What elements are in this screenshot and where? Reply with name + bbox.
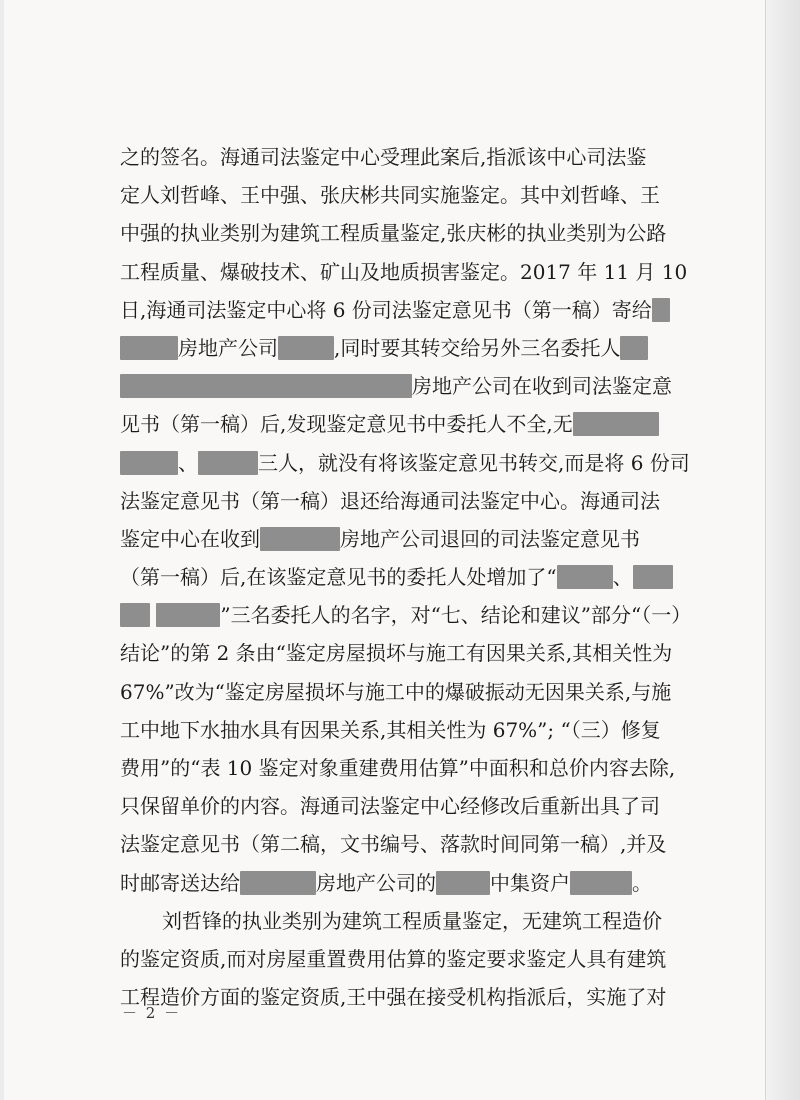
text-line (120, 711, 700, 749)
redaction-block (652, 298, 670, 322)
redaction-block (120, 603, 150, 627)
text-segment: 定人刘哲峰、王中强、张庆彬共同实施鉴定。其中刘哲峰、王 (120, 183, 660, 208)
text-segment: 时邮寄送达给 (120, 870, 240, 895)
text-segment: 三人，就没有将该鉴定意见书转交,而是将 6 份司 (258, 450, 690, 475)
text-line (120, 558, 700, 596)
text-segment: 见书（第一稿）后,发现鉴定意见书中委托人不全,无 (120, 412, 573, 437)
text-segment: 日,海通司法鉴定中心将 6 份司法鉴定意见书（第一稿）寄给 (120, 297, 652, 322)
text-segment: 刘哲锋的执业类别为建筑工程质量鉴定，无建筑工程造价 (162, 908, 662, 933)
text-segment: 的鉴定资质,而对房屋重置费用估算的鉴定要求鉴定人具有建筑 (120, 946, 667, 971)
text-segment: 房地产公司在收到司法鉴定意 (412, 374, 672, 399)
text-segment: ”三名委托人的名字，对“七、结论和建议”部分“（一） (220, 603, 692, 628)
text-line (120, 940, 700, 978)
text-segment: 工程质量、爆破技术、矿山及地质损害鉴定。2017 年 11 月 10 (120, 259, 688, 284)
text-line (120, 787, 700, 825)
body-text (120, 138, 700, 1016)
text-line (120, 978, 700, 1016)
redaction-block (620, 336, 648, 360)
text-segment: 只保留单价的内容。海通司法鉴定中心经修改后重新出具了司 (120, 794, 660, 819)
text-segment: 房地产公司 (178, 335, 278, 360)
text-line (120, 405, 700, 443)
text-line (120, 482, 700, 520)
text-line (120, 444, 700, 482)
redaction-block (240, 871, 316, 895)
text-segment: 中集资户 (490, 870, 570, 895)
text-line (120, 214, 700, 252)
text-line (120, 520, 700, 558)
text-line (120, 176, 700, 214)
text-segment: 结论”的第 2 条由“鉴定房屋损坏与施工有因果关系,其相关性为 (120, 641, 673, 666)
scan-edge-left (0, 0, 4, 1100)
scan-edge-right (765, 0, 800, 1100)
redaction-block (436, 871, 490, 895)
text-line (120, 291, 700, 329)
text-segment: 费用”的“表 10 鉴定对象重建费用估算”中面积和总价内容去除, (120, 756, 676, 780)
redaction-block (633, 565, 673, 589)
text-segment: ,同时要其转交给另外三名委托人 (334, 335, 621, 360)
redaction-block (156, 603, 220, 627)
text-segment: 工中地下水抽水具有因果关系,其相关性为 67%”; “（三）修复 (120, 717, 661, 742)
text-line (120, 902, 700, 940)
text-line (120, 253, 700, 291)
text-line (120, 138, 700, 176)
text-segment: 法鉴定意见书（第二稿，文书编号、落款时间同第一稿）,并及 (120, 832, 667, 857)
text-line (120, 367, 700, 405)
redaction-block (557, 565, 613, 589)
text-line (120, 825, 700, 863)
text-segment: 工程造价方面的鉴定资质,王中强在接受机构指派后，实施了对 (120, 985, 667, 1010)
text-segment: 之的签名。海通司法鉴定中心受理此案后,指派该中心司法鉴 (120, 145, 647, 169)
redaction-block (573, 412, 659, 436)
redaction-block (198, 451, 258, 475)
redaction-block (120, 374, 412, 398)
text-segment: 鉴定中心在收到 (120, 526, 260, 551)
text-segment: 、 (178, 450, 198, 475)
text-segment: 中强的执业类别为建筑工程质量鉴定,张庆彬的执业类别为公路 (120, 221, 667, 246)
page-number: － 2 － (122, 1004, 182, 1022)
text-segment: 。 (632, 870, 652, 895)
text-line (120, 673, 700, 711)
text-segment: 、 (612, 565, 633, 590)
text-segment: 房地产公司退回的司法鉴定意见书 (340, 526, 640, 551)
text-line (120, 634, 700, 672)
text-segment: 67%”改为“鉴定房屋损坏与施工中的爆破振动无因果关系,与施 (120, 679, 672, 704)
text-line (120, 864, 700, 902)
redaction-block (570, 871, 632, 895)
text-line (120, 749, 700, 787)
redaction-block (278, 336, 334, 360)
redaction-block (120, 336, 178, 360)
text-segment: 法鉴定意见书（第一稿）退还给海通司法鉴定中心。海通司法 (120, 488, 660, 513)
redaction-block (120, 451, 178, 475)
text-line (120, 596, 700, 634)
text-line (120, 329, 700, 367)
text-segment: （第一稿）后,在该鉴定意见书的委托人处增加了“ (120, 565, 557, 590)
redaction-block (260, 527, 340, 551)
text-segment: 房地产公司的 (316, 870, 436, 895)
